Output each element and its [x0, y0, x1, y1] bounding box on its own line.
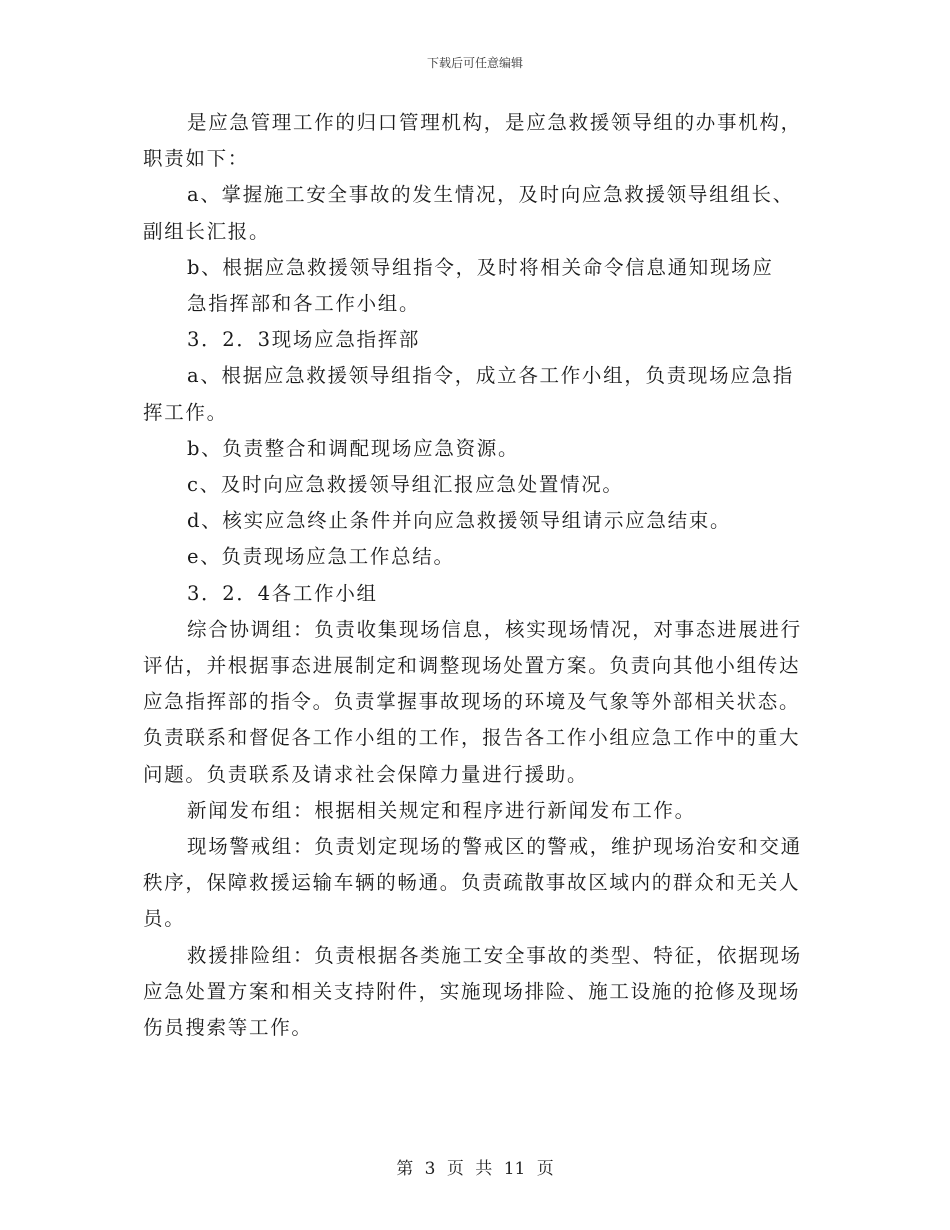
section-heading-3-2-3: 3．2．3现场应急指挥部 — [187, 328, 421, 352]
page-number-footer: 第 3 页 共 11 页 — [396, 1159, 554, 1179]
section-heading-3-2-4: 3．2．4各工作小组 — [187, 581, 378, 605]
document-body — [143, 105, 807, 1046]
paragraph: 是应急管理工作的归口管理机构，是应急救援领导组的办事机构，职责如下： — [143, 111, 802, 171]
paragraph: e、负责现场应急工作总结。 — [187, 545, 455, 569]
paragraph: c、及时向应急救援领导组汇报应急处置情况。 — [187, 473, 624, 497]
page-header-note: 下载后可任意编辑 — [426, 56, 523, 70]
paragraph: a、根据应急救援领导组指令，成立各工作小组，负责现场应急指挥工作。 — [143, 364, 794, 424]
paragraph: 综合协调组：负责收集现场信息，核实现场情况，对事态进展进行评估，并根据事态进展制定和调整现场处置方案。负责向其他小组传达应急指挥部的指令。负责掌握事故现场的环境及气象等外部相关状态。负责联系和督促各工作小组的工作，报告各工作小组应急工作中的重大问题。负责联系及请求社会保障力量进行援助。 — [143, 617, 802, 786]
paragraph: b、负责整合和调配现场应急资源。 — [187, 436, 520, 460]
paragraph: b、根据应急救援领导组指令，及时将相关命令信息通知现场应 — [187, 255, 774, 279]
paragraph: a、掌握施工安全事故的发生情况，及时向应急救援领导组组长、副组长汇报。 — [143, 183, 794, 243]
paragraph: 急指挥部和各工作小组。 — [187, 292, 421, 316]
paragraph: 新闻发布组：根据相关规定和程序进行新闻发布工作。 — [187, 798, 696, 822]
paragraph: d、核实应急终止条件并向应急救援领导组请示应急结束。 — [187, 509, 732, 533]
paragraph: 救援排险组：负责根据各类施工安全事故的类型、特征，依据现场应急处置方案和相关支持附件，实施现场排险、施工设施的抢修及现场伤员搜索等工作。 — [143, 943, 802, 1040]
paragraph: 现场警戒组：负责划定现场的警戒区的警戒，维护现场治安和交通秩序，保障救援运输车辆的畅通。负责疏散事故区域内的群众和无关人员。 — [143, 835, 802, 931]
